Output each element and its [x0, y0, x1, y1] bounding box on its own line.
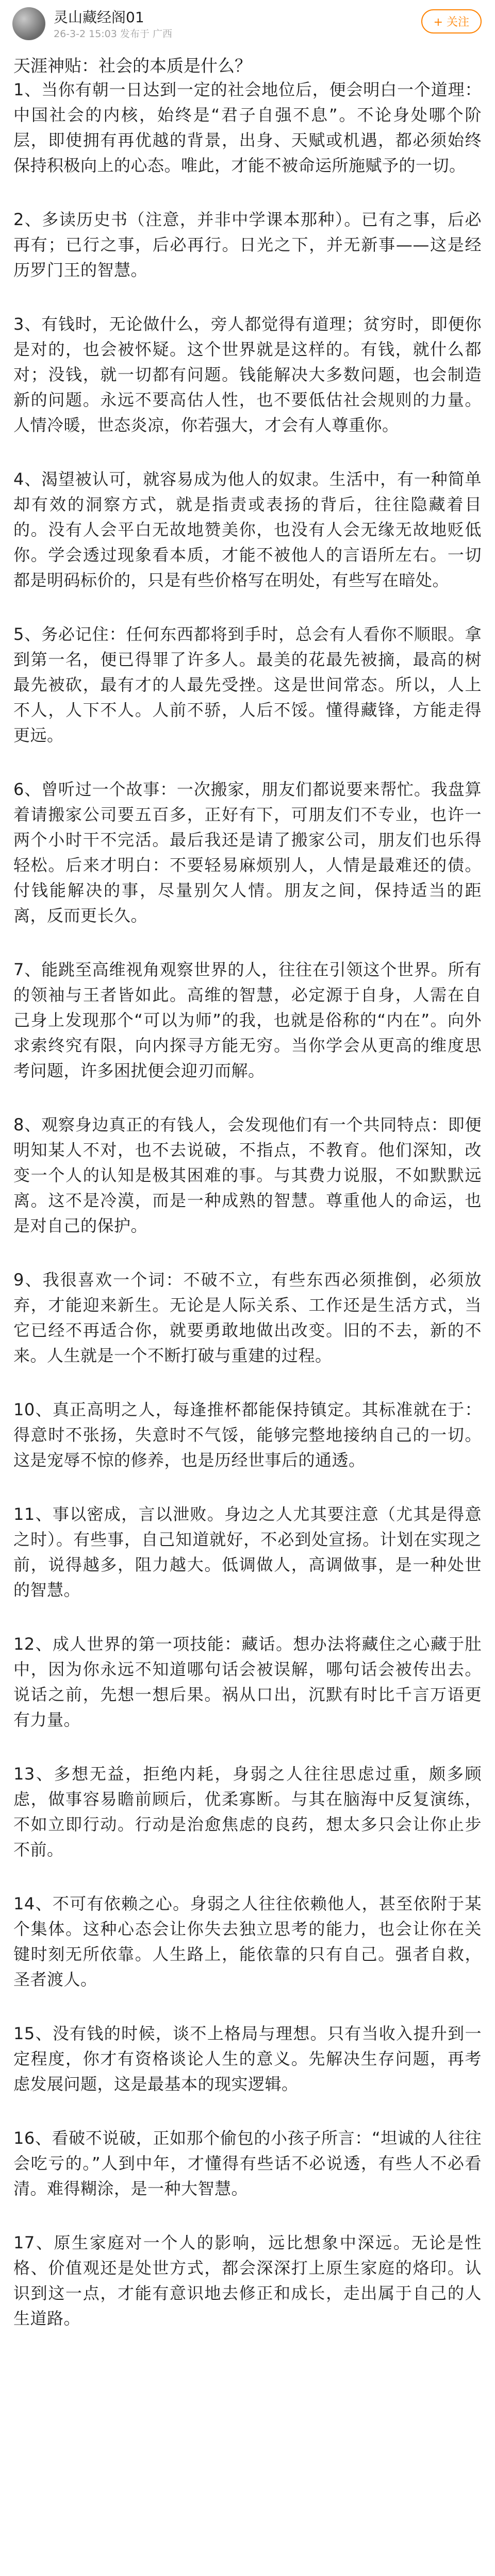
paragraph: 7、能跳至高维视角观察世界的人，往往在引领这个世界。所有的领袖与王者皆如此。高维的智慧，必定源于自身，人需在自己身上发现那个“可以为师”的我，也就是俗称的“内在”。向外求索终究有限，向内探寻方能无穷。当你学会从更高的维度思考问题，许多困扰便会迎刃而解。	[13, 960, 482, 1080]
post-content	[0, 55, 495, 2331]
paragraph: 12、成人世界的第一项技能：藏话。想办法将藏住之心藏于肚中，因为你永远不知道哪句话会被误解，哪句话会被传出去。说话之前，先想一想后果。祸从口出，沉默有时比千言万语更有力量。	[13, 1634, 482, 1730]
user-info	[54, 7, 172, 41]
paragraph: 14、不可有依赖之心。身弱之人往往依赖他人，甚至依附于某个集体。这种心态会让你失去独立思考的能力，也会让你在关键时刻无所依靠。人生路上，能依靠的只有自己。强者自救，圣者渡人。	[13, 1894, 482, 1989]
paragraph: 4、渴望被认可，就容易成为他人的奴隶。生活中，有一种简单却有效的洞察方式，就是指责或表扬的背后，往往隐藏着目的。没有人会平白无故地赞美你，也没有人会无缘无故地贬低你。学会透过现象看本质，才能不被他人的言语所左右。一切都是明码标价的，只是有些价格写在明处，有些写在暗处。	[13, 469, 482, 590]
paragraph: 17、原生家庭对一个人的影响，远比想象中深远。无论是性格、价值观还是处世方式，都会深深打上原生家庭的烙印。认识到这一点，才能有意识地去修正和成长，走出属于自己的人生道路。	[13, 2233, 482, 2328]
paragraph: 1、当你有朝一日达到一定的社会地位后，便会明白一个道理：中国社会的内核，始终是“君子自强不息”。不论身处哪个阶层，即使拥有再优越的背景，出身、天赋或机遇，都必须始终保持积极向上的心态。唯此，才能不被命运所施赋予的一切。	[13, 80, 482, 175]
post-title: 天涯神贴：社会的本质是什么？	[13, 56, 252, 76]
paragraph-list	[13, 77, 482, 2331]
avatar[interactable]	[12, 7, 45, 40]
paragraph: 10、真正高明之人，每逢推杯都能保持镇定。其标准就在于：得意时不张扬，失意时不气馁，能够完整地接纳自己的一切。这是宠辱不惊的修养，也是历经世事后的通透。	[13, 1400, 482, 1470]
post-meta: 26-3-2 15:03 发布于 广西	[54, 28, 172, 40]
follow-button[interactable]: + 关注	[421, 9, 482, 33]
paragraph: 2、多读历史书（注意，并非中学课本那种）。已有之事，后必再有；已行之事，后必再行。日光之下，并无新事——这是经历罗门王的智慧。	[13, 210, 482, 280]
post-header	[0, 0, 495, 49]
paragraph: 13、多想无益，拒绝内耗，身弱之人往往思虑过重，颇多顾虑，做事容易瞻前顾后，优柔寡断。与其在脑海中反复演练，不如立即行动。行动是治愈焦虑的良药，想太多只会让你止步不前。	[13, 1764, 482, 1859]
paragraph: 6、曾听过一个故事：一次搬家，朋友们都说要来帮忙。我盘算着请搬家公司要五百多，正好有下，可朋友们不专业，也许一两个小时干不完活。最后我还是请了搬家公司，朋友们也乐得轻松。后来才明白：不要轻易麻烦别人，人情是最难还的债。付钱能解决的事，尽量别欠人情。朋友之间，保持适当的距离，反而更长久。	[13, 779, 482, 925]
paragraph: 11、事以密成，言以泄败。身边之人尤其要注意（尤其是得意之时）。有些事，自己知道就好，不必到处宣扬。计划在实现之前，说得越多，阻力越大。低调做人，高调做事，是一种处世的智慧。	[13, 1504, 482, 1600]
paragraph: 8、观察身边真正的有钱人，会发现他们有一个共同特点：即便明知某人不对，也不去说破，不指点，不教育。他们深知，改变一个人的认知是极其困难的事。与其费力说服，不如默默远离。这不是冷漠，而是一种成熟的智慧。尊重他人的命运，也是对自己的保护。	[13, 1115, 482, 1235]
paragraph: 3、有钱时，无论做什么，旁人都觉得有道理；贫穷时，即便你是对的，也会被怀疑。这个世界就是这样的。有钱，就什么都对；没钱，就一切都有问题。钱能解决大多数问题，也会制造新的问题。永远不要高估人性，也不要低估社会规则的力量。人情冷暖，世态炎凉，你若强大，才会有人尊重你。	[13, 314, 482, 435]
username[interactable]: 灵山藏经阁01	[54, 9, 144, 26]
paragraph: 9、我很喜欢一个词：不破不立，有些东西必须推倒，必须放弃，才能迎来新生。无论是人际关系、工作还是生活方式，当它已经不再适合你，就要勇敢地做出改变。旧的不去，新的不来。人生就是一个不断打破与重建的过程。	[13, 1270, 482, 1365]
paragraph: 5、务必记住：任何东西都将到手时，总会有人看你不顺眼。拿到第一名，便已得罪了许多人。最美的花最先被摘，最高的树最先被砍，最有才的人最先受挫。这是世间常态。所以，人上不人，人下不人。人前不骄，人后不馁。懂得藏锋，方能走得更远。	[13, 624, 482, 745]
paragraph: 15、没有钱的时候，谈不上格局与理想。只有当收入提升到一定程度，你才有资格谈论人生的意义。先解决生存问题，再考虑发展问题，这是最基本的现实逻辑。	[13, 2024, 482, 2094]
paragraph: 16、看破不说破，正如那个偷包的小孩子所言：“坦诚的人往往会吃亏的。”人到中年，才懂得有些话不必说透，有些人不必看清。难得糊涂，是一种大智慧。	[13, 2128, 482, 2198]
